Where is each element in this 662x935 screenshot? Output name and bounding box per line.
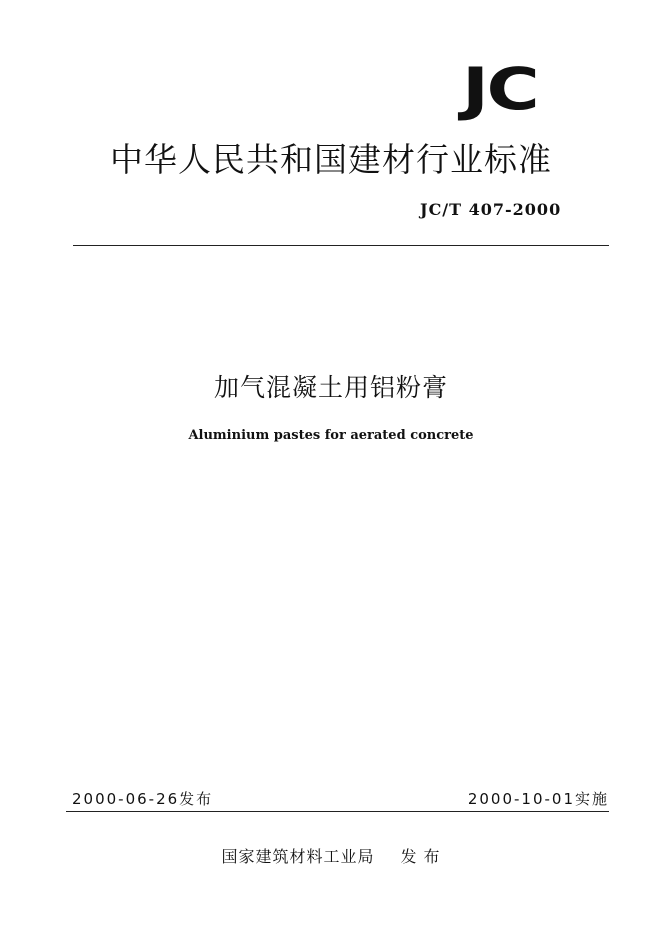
document-title-english: Aluminium pastes for aerated concrete xyxy=(188,428,474,443)
header-divider xyxy=(73,245,609,246)
document-title-chinese: 加气混凝土用铝粉膏 xyxy=(213,373,448,402)
footer-divider xyxy=(66,811,609,812)
jc-logo: JC xyxy=(462,55,538,123)
standard-code: JC/T 407-2000 xyxy=(420,200,562,219)
effective-date: 2000-10-01实施 xyxy=(467,790,609,808)
issue-date: 2000-06-26发布 xyxy=(72,790,214,808)
publisher-name: 国家建筑材料工业局 xyxy=(221,847,375,866)
standard-category-title: 中华人民共和国建材行业标准 xyxy=(110,140,552,179)
publisher-action: 发 布 xyxy=(400,847,441,866)
publisher-line xyxy=(0,846,662,868)
